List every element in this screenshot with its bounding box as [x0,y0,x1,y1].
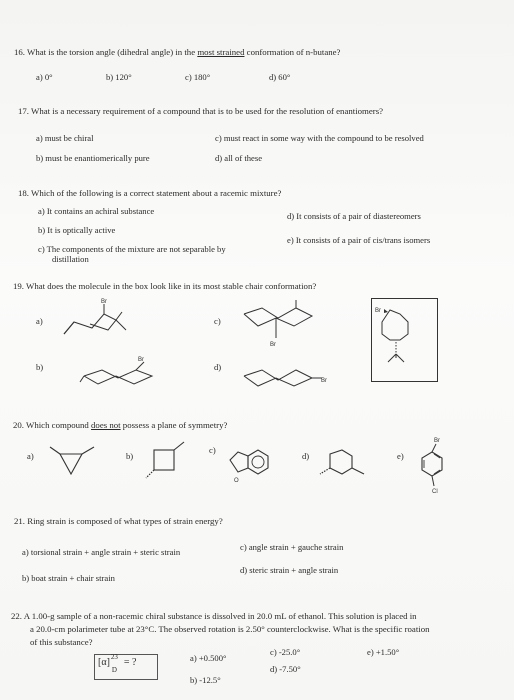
q19d-br-label: Br [321,378,327,384]
q19-option-a[interactable]: a) [36,316,43,326]
q22-formula-subscript: D [111,666,117,674]
q20-option-e[interactable]: e) [397,451,404,461]
q19c-br-label: Br [270,342,276,348]
q20-compound-b [144,440,192,480]
q20-text-underlined: does not [91,420,121,430]
q20-option-c[interactable]: c) [209,445,216,455]
q18-option-e-label: e) It consists of a pair of cis/trans isomers [287,235,431,245]
q22-stem-line1: 22. A 1.00-g sample of a non-racemic chiral substance is dissolved in 20.0 mL of ethanol. This solution is placed in [11,611,417,621]
q22-formula-equals-question: = ? [123,657,137,668]
q21-stem: 21. Ring strain is composed of what types of strain energy? [14,516,223,526]
q21-option-b[interactable]: b) boat strain + chair strain [22,573,115,583]
q18-option-d[interactable]: d) It consists of a pair of diastereomers [287,211,421,221]
q18-option-e[interactable] [287,236,430,245]
q20e-br-label: Br [434,438,440,444]
q22-option-a[interactable]: a) +0.500° [190,653,227,663]
q16-stem [14,48,340,57]
q19-stem: 19. What does the molecule in the box look like in its most stable chair conformation? [13,281,317,291]
q19-chair-b [80,357,160,390]
q22-stem-line2: a 20.0-cm polarimeter tube at 23°C. The observed rotation is 2.50° counterclockwise. What is the specific roation [30,624,430,634]
q20-option-a[interactable]: a) [27,451,34,461]
q20-option-b[interactable]: b) [126,451,134,461]
q20-text-pre: 20. Which compound [13,420,92,430]
q16-option-a[interactable]: a) 0° [36,72,53,82]
q19b-br-label: Br [138,357,144,363]
q20-text-post: possess a plane of symmetry? [120,420,228,430]
q22-formula-superscript: 23 [110,653,118,661]
q22-option-b[interactable]: b) -12.5° [190,675,221,685]
q19-boxed-molecule [372,300,436,380]
q16-number: 16. [14,47,25,57]
q21-option-d[interactable]: d) steric strain + angle strain [240,565,339,575]
q22-formula-alpha: [α] [98,657,110,668]
q20-compound-e [412,436,462,496]
q18-option-c-line2: distillation [52,254,89,264]
q22-specific-rotation-formula [94,654,158,680]
q20-compound-c [224,442,274,484]
q16-text-post: conformation of n-butane? [244,47,341,57]
q17-option-d[interactable]: d) all of these [215,153,263,163]
q16-text-pre: What is the torsion angle (dihedral angle) in the [27,47,198,57]
q18-option-c-line1[interactable]: c) The components of the mixture are not separable by [38,244,226,254]
q19-chair-a [60,300,130,340]
q16-option-b[interactable]: b) 120° [106,72,132,82]
q20-stem [13,421,227,430]
q21-option-a[interactable]: a) torsional strain + angle strain + steric strain [22,547,181,557]
q21-option-c[interactable]: c) angle strain + gauche strain [240,542,344,552]
q17-option-b[interactable]: b) must be enantiomerically pure [36,153,150,163]
q19-option-c[interactable]: c) [214,316,221,326]
q17-stem: 17. What is a necessary requirement of a compound that is to be used for the resolution of enantiomers? [18,106,384,116]
q20c-o-label: O [234,478,239,484]
q20-compound-a [48,444,100,480]
q20-option-d[interactable]: d) [302,451,310,461]
q20e-cl-label: Cl [432,489,438,495]
q19a-br-label: Br [101,299,107,305]
q17-option-a[interactable]: a) must be chiral [36,133,94,143]
q16-option-c[interactable]: c) 180° [185,72,211,82]
q22-option-e[interactable]: e) +1.50° [367,647,400,657]
q20-compound-d [312,446,368,482]
q18-option-b[interactable]: b) It is optically active [38,225,116,235]
q22-option-c[interactable]: c) -25.0° [270,647,301,657]
q19-chair-c [240,300,320,350]
q16-option-d[interactable]: d) 60° [269,72,291,82]
q17-option-c[interactable]: c) must react in some way with the compound to be resolved [215,133,424,143]
q18-option-a[interactable]: a) It contains an achiral substance [38,206,155,216]
q19-chair-d [240,362,330,392]
q22-stem-line3: of this substance? [30,637,93,647]
q22-option-d[interactable]: d) -7.50° [270,664,301,674]
q16-text-underlined: most strained [197,47,245,57]
q19-option-b[interactable]: b) [36,362,44,372]
q19-box-br-label: Br [375,308,381,314]
q19-option-d[interactable]: d) [214,362,222,372]
q18-stem: 18. Which of the following is a correct statement about a racemic mixture? [18,188,282,198]
